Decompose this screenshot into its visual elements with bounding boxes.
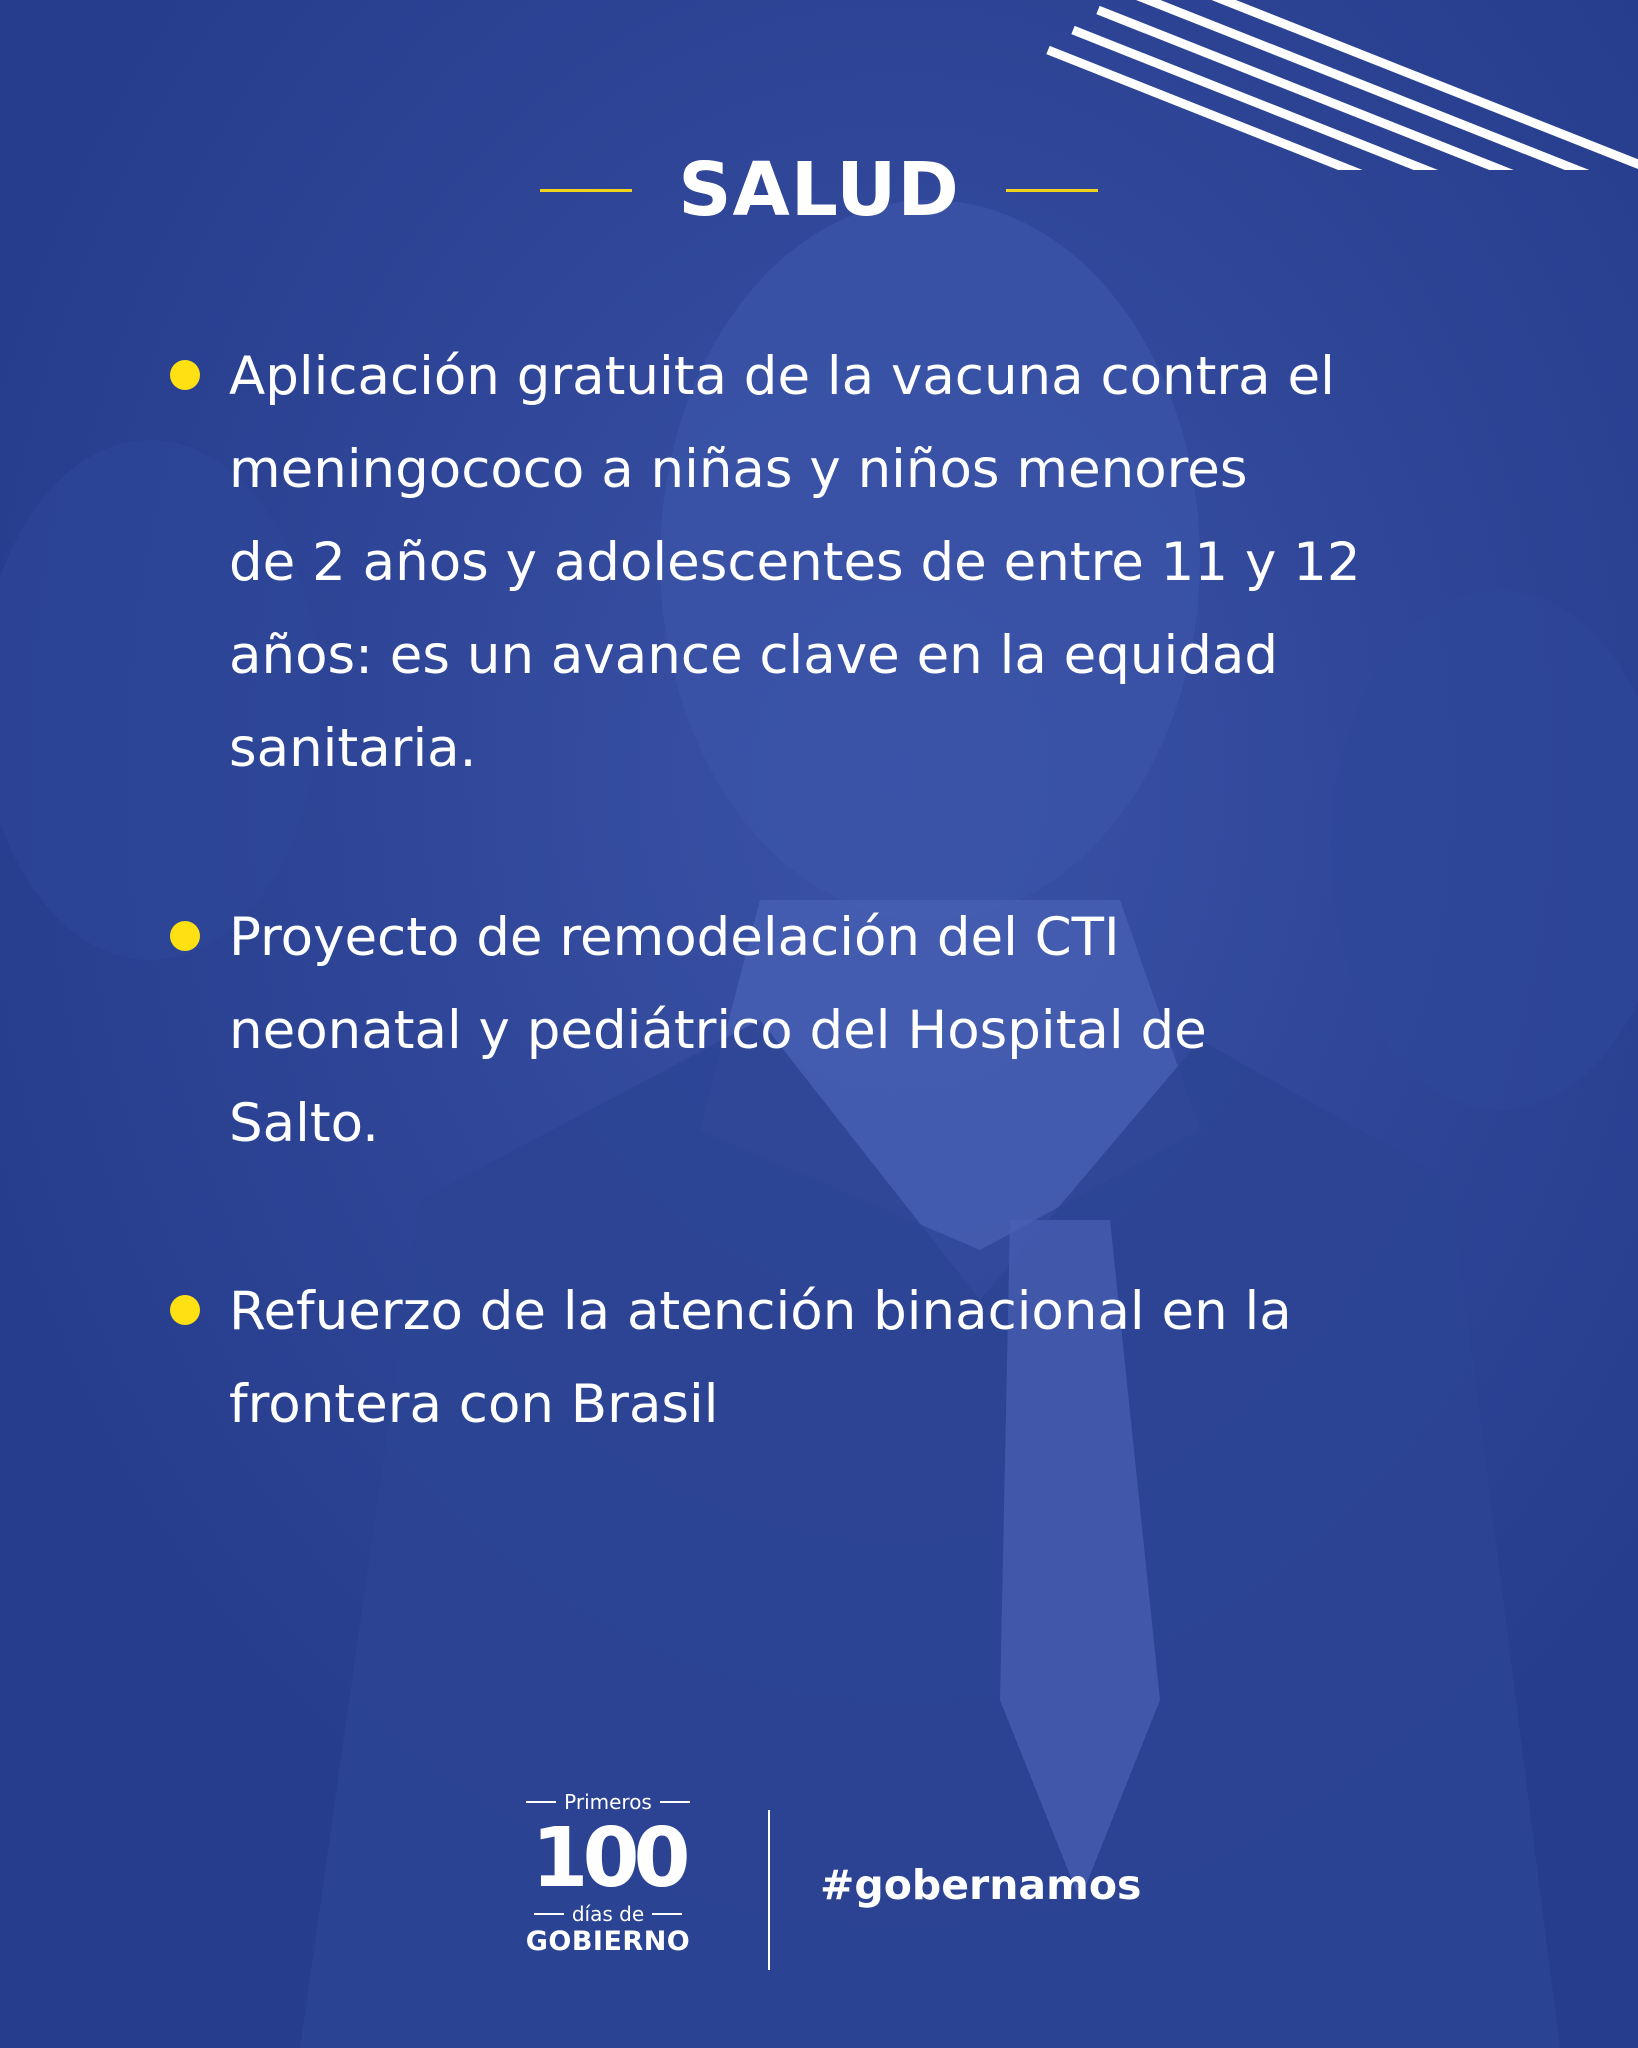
logo-primeros: Primeros — [564, 1790, 652, 1814]
bullet-text: Refuerzo de la atención binacional en la frontera con Brasil — [229, 1281, 1292, 1435]
logo-dias-de: días de — [571, 1902, 645, 1926]
header-rule-left — [540, 189, 632, 192]
logo-gobierno: GOBIERNO — [525, 1926, 691, 1957]
logo-dash — [652, 1913, 682, 1915]
hashtag: #gobernamos — [820, 1861, 1142, 1909]
logo-number: 100 — [531, 1811, 685, 1906]
bullet-text: Aplicación gratuita de la vacuna contra el meningococo a niñas y niños menores de 2 años y adolescentes de entre 11 y 12 años: es un avance clave en la equidad sanitaria. — [229, 346, 1361, 779]
footer — [0, 1790, 1638, 1990]
page-title: SALUD — [678, 147, 960, 233]
bullet-text: Proyecto de remodelación del CTI neonatal y pediátrico del Hospital de Salto. — [229, 907, 1207, 1154]
logo-100-dias — [515, 1790, 701, 1990]
header-rule-right — [1006, 189, 1098, 192]
bullet-dot-icon — [170, 921, 200, 951]
logo-dash — [660, 1801, 690, 1803]
logo-dash — [534, 1913, 564, 1915]
bullet-dot-icon — [170, 360, 200, 390]
footer-divider — [768, 1810, 770, 1970]
section-header — [0, 140, 1638, 240]
logo-dash — [526, 1801, 556, 1803]
bullet-dot-icon — [170, 1295, 200, 1325]
